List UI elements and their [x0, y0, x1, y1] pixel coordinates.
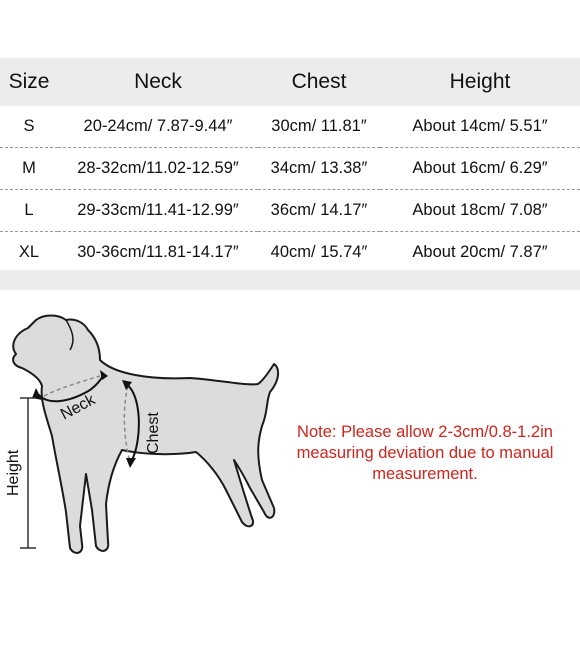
- cell-neck: 20-24cm/ 7.87-9.44″: [58, 106, 258, 148]
- measurement-note: Note: Please allow 2-3cm/0.8-1.2in measuring deviation due to manual measurement.: [296, 423, 554, 483]
- cell-size: XL: [0, 232, 58, 274]
- header-neck: Neck: [58, 58, 258, 106]
- table-row: [0, 106, 580, 148]
- cell-size: M: [0, 148, 58, 190]
- cell-size: S: [0, 106, 58, 148]
- table-row: [0, 190, 580, 232]
- cell-neck: 30-36cm/11.81-14.17″: [58, 232, 258, 274]
- cell-neck: 28-32cm/11.02-12.59″: [58, 148, 258, 190]
- size-chart-table: [0, 58, 580, 273]
- cell-chest: 30cm/ 11.81″: [258, 106, 380, 148]
- header-size: Size: [0, 58, 58, 106]
- table-row: [0, 232, 580, 274]
- table-header-row: [0, 58, 580, 106]
- cell-chest: 36cm/ 14.17″: [258, 190, 380, 232]
- cell-size: L: [0, 190, 58, 232]
- table-footer-band: [0, 270, 580, 290]
- cell-height: About 20cm/ 7.87″: [380, 232, 580, 274]
- cell-height: About 14cm/ 5.51″: [380, 106, 580, 148]
- cell-chest: 34cm/ 13.38″: [258, 148, 380, 190]
- cell-height: About 18cm/ 7.08″: [380, 190, 580, 232]
- chest-label: Chest: [145, 412, 162, 454]
- table-row: [0, 148, 580, 190]
- chest-arrowhead: [126, 458, 136, 468]
- height-label: Height: [5, 449, 22, 496]
- cell-chest: 40cm/ 15.74″: [258, 232, 380, 274]
- cell-height: About 16cm/ 6.29″: [380, 148, 580, 190]
- header-height: Height: [380, 58, 580, 106]
- neck-label: Neck: [57, 391, 99, 424]
- cell-neck: 29-33cm/11.41-12.99″: [58, 190, 258, 232]
- header-chest: Chest: [258, 58, 380, 106]
